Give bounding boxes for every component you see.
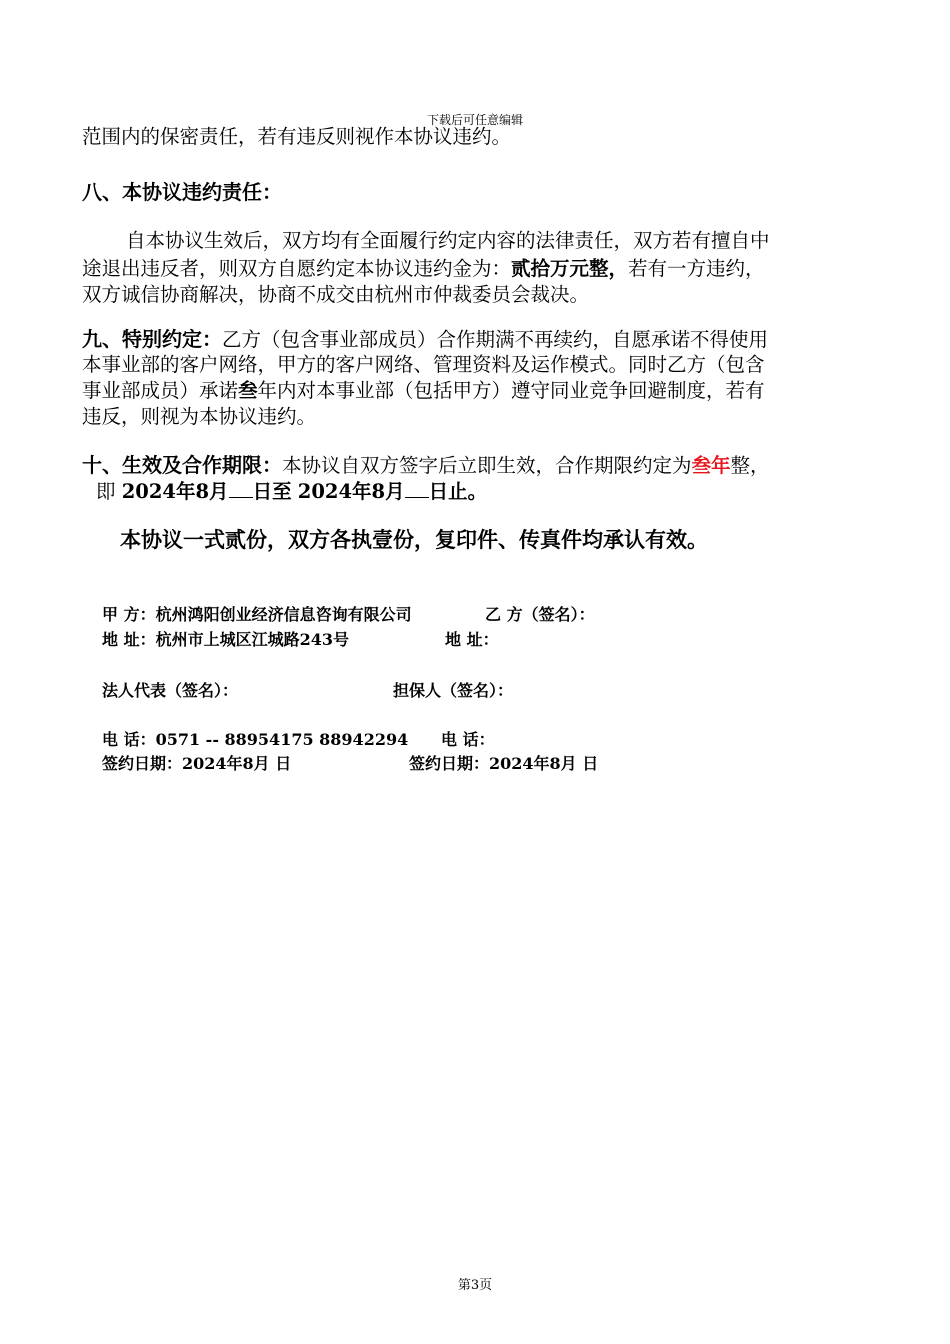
section-8-title: 八、本协议违约责任： [82, 180, 282, 204]
section-8-line-2-tail: 若有一方违约， [628, 257, 765, 280]
section-9-line-3-tail: 年内对本事业部（包括甲方）遵守同业竞争回避制度，若有 [257, 379, 765, 402]
page-number: 第3页 [457, 1278, 493, 1293]
legal-rep-signature: 法人代表（签名）： [102, 681, 239, 700]
section-8-line-2-text: 途退出违反者，则双方自愿约定本协议违约金为： [82, 257, 512, 280]
section-10-title: 十、生效及合作期限： [82, 453, 282, 477]
intro-line: 范围内的保密责任，若有违反则视作本协议违约。 [82, 125, 512, 148]
party-b-phone: 电 话： [441, 730, 495, 749]
copies-statement: 本协议一式贰份，双方各执壹份，复印件、传真件均承认有效。 [120, 528, 708, 552]
section-9-line-2: 本事业部的客户网络，甲方的客户网络、管理资料及运作模式。同时乙方（包含 [82, 353, 765, 376]
party-a-address: 地 址：杭州市上城区江城路243号 [102, 630, 349, 649]
party-b-address: 地 址： [445, 630, 499, 649]
start-month: 2024年8月 [121, 480, 229, 503]
party-a-phone: 电 话：0571 -- 88954175 88942294 [102, 730, 409, 749]
party-b-signature: 乙 方（签名）： [485, 605, 595, 624]
section-8-line-2 [82, 255, 765, 283]
section-9-line-1 [82, 325, 768, 354]
penalty-amount: 贰拾万元整， [511, 257, 629, 280]
section-9-line-3 [82, 377, 765, 405]
section-9-line-4: 违反，则视为本协议违约。 [82, 405, 317, 428]
section-10-line-1-tail: 整， [730, 454, 770, 477]
section-9-title: 九、特别约定： [82, 327, 222, 351]
party-a-sign-date: 签约日期：2024年8月 日 [102, 754, 292, 773]
section-10-line-1 [82, 451, 770, 480]
party-b-sign-date: 签约日期：2024年8月 日 [409, 754, 599, 773]
section-9-line-1-text: 乙方（包含事业部成员）合作期满不再续约，自愿承诺不得使用 [222, 328, 769, 351]
guarantor-signature: 担保人（签名）： [393, 681, 514, 700]
header-note: 下载后可任意编辑 [426, 113, 523, 127]
start-day-blank [229, 479, 253, 498]
section-10-line-2-prefix: 即 [96, 480, 116, 503]
section-8-line-1: 自本协议生效后，双方均有全面履行约定内容的法律责任，双方若有擅自中 [126, 229, 770, 252]
section-9-line-3-text: 事业部成员）承诺 [82, 379, 239, 402]
cooperation-term: 叁年 [691, 454, 731, 477]
section-8-line-3: 双方诚信协商解决，协商不成交由杭州市仲裁委员会裁决。 [82, 283, 590, 306]
end-day-blank [405, 479, 429, 498]
non-compete-years: 叁 [238, 379, 258, 402]
start-to: 日至 [252, 480, 292, 503]
party-a: 甲 方：杭州鸿阳创业经济信息咨询有限公司 [102, 605, 412, 624]
section-10-line-2 [96, 478, 487, 506]
section-10-line-1-text: 本协议自双方签字后立即生效，合作期限约定为 [282, 454, 692, 477]
end-suffix: 日止。 [428, 480, 488, 503]
end-month: 2024年8月 [297, 480, 405, 503]
